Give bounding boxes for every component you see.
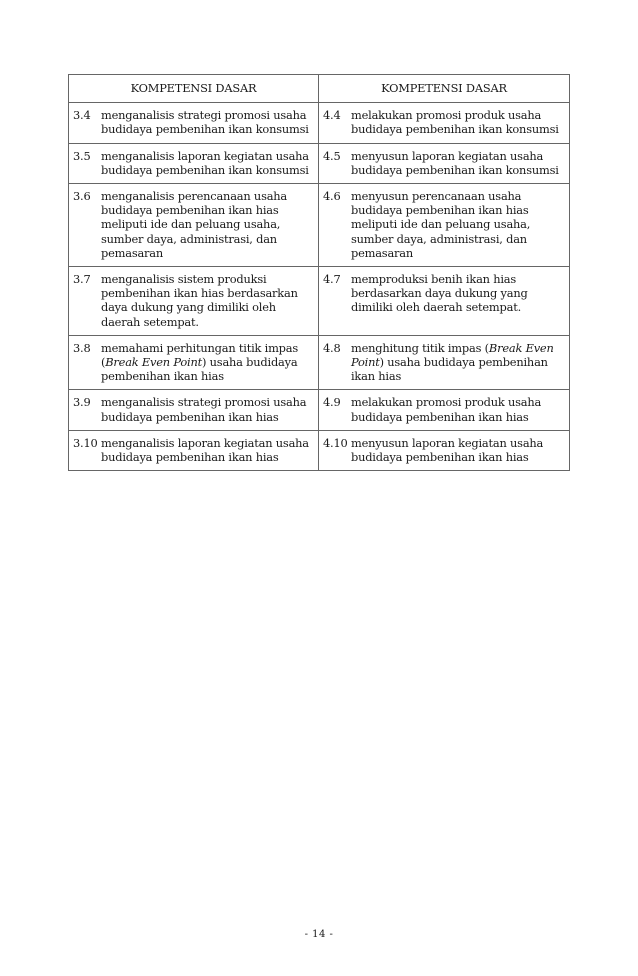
kd-pengetahuan-cell	[69, 267, 319, 336]
table-row	[69, 390, 570, 430]
page-number: - 14 -	[304, 929, 334, 940]
text-segment: menghitung titik impas (	[350, 340, 489, 355]
competency-number: 3.10	[73, 435, 98, 450]
header-row	[69, 75, 570, 103]
kd-pengetahuan-cell	[69, 335, 319, 390]
competency-number: 3.8	[73, 340, 91, 355]
kd-keterampilan-cell	[318, 103, 569, 143]
header-kompetensi-dasar-left: KOMPETENSI DASAR	[69, 75, 319, 103]
competency-number: 4.7	[322, 272, 341, 287]
competency-number: 3.6	[73, 189, 91, 204]
text-segment: menganalisis strategi promosi usaha budidaya pembenihan ikan hias	[101, 395, 307, 424]
competency-number: 4.9	[322, 395, 341, 410]
header-kompetensi-dasar-right: KOMPETENSI DASAR	[318, 75, 569, 103]
text-segment: memahami perhitungan titik impas (	[101, 340, 299, 370]
competency-text	[101, 272, 314, 329]
competency-item	[323, 395, 565, 423]
kd-keterampilan-cell	[318, 143, 569, 183]
text-segment: ) usaha budidaya pembenihan ikan hias	[101, 355, 298, 384]
competency-number: 3.5	[73, 148, 91, 163]
kd-keterampilan-cell	[318, 335, 569, 390]
competency-item	[323, 436, 565, 464]
competency-number: 4.4	[322, 108, 341, 123]
kd-keterampilan-cell	[318, 390, 569, 430]
kd-pengetahuan-cell	[69, 430, 319, 470]
text-segment: menyusun laporan kegiatan usaha budidaya pembenihan ikan konsumsi	[350, 148, 559, 177]
text-segment: ) usaha budidaya pembenihan ikan hias	[350, 355, 548, 384]
text-segment: menyusun perencanaan usaha budidaya pembenihan ikan hias meliputi ide dan peluang usaha, sumber daya, administrasi, dan pemasaran	[350, 189, 531, 260]
competency-item	[323, 189, 565, 260]
text-segment: menyusun laporan kegiatan usaha budidaya pembenihan ikan hias	[350, 435, 544, 465]
competency-text	[351, 341, 565, 384]
competency-number: 4.5	[322, 148, 341, 163]
competency-item	[73, 189, 314, 260]
competency-number: 4.8	[322, 340, 341, 355]
kd-pengetahuan-cell	[69, 184, 319, 267]
competency-text	[101, 189, 314, 260]
competency-number: 3.9	[73, 395, 91, 410]
italic-term: Break Even Point	[105, 355, 202, 370]
kd-pengetahuan-cell	[69, 143, 319, 183]
competency-item	[323, 149, 565, 177]
text-segment: melakukan promosi produk usaha budidaya pembenihan ikan konsumsi	[350, 108, 559, 137]
table-row	[69, 184, 570, 267]
kompetensi-table	[68, 74, 570, 471]
competency-text	[101, 108, 314, 136]
competency-item	[323, 108, 565, 136]
competency-text	[351, 149, 565, 177]
text-segment: memproduksi benih ikan hias berdasarkan daya dukung yang dimiliki oleh daerah setempat.	[350, 272, 528, 315]
competency-text	[101, 341, 314, 384]
competency-item	[73, 436, 314, 464]
competency-text	[351, 395, 565, 423]
competency-item	[73, 341, 314, 384]
text-segment: menganalisis perencanaan usaha budidaya pembenihan ikan hias meliputi ide dan peluang usaha, sumber daya, administrasi, dan pemasaran	[101, 189, 288, 260]
competency-text	[351, 272, 565, 315]
competency-item	[73, 108, 314, 136]
competency-item	[323, 341, 565, 384]
competency-number: 4.6	[322, 189, 341, 204]
competency-text	[351, 108, 565, 136]
competency-number: 3.4	[73, 108, 91, 123]
kd-pengetahuan-cell	[69, 103, 319, 143]
competency-number: 3.7	[73, 272, 91, 287]
competency-item	[323, 272, 565, 315]
table-row	[69, 143, 570, 183]
text-segment: menganalisis laporan kegiatan usaha budidaya pembenihan ikan hias	[101, 435, 309, 465]
competency-text	[351, 436, 565, 464]
competency-item	[73, 149, 314, 177]
table-body	[69, 103, 570, 471]
italic-term: Break Even Point	[350, 340, 554, 370]
competency-item	[73, 272, 314, 329]
text-segment: melakukan promosi produk usaha budidaya pembenihan ikan hias	[350, 395, 542, 424]
kd-keterampilan-cell	[318, 184, 569, 267]
kd-keterampilan-cell	[318, 430, 569, 470]
competency-text	[351, 189, 565, 260]
text-segment: menganalisis sistem produksi pembenihan ikan hias berdasarkan daya dukung yang dimiliki oleh daerah setempat.	[101, 272, 298, 329]
competency-text	[101, 395, 314, 423]
kd-keterampilan-cell	[318, 267, 569, 336]
competency-text	[101, 436, 314, 464]
competency-number: 4.10	[322, 435, 348, 450]
table-row	[69, 267, 570, 336]
table-row	[69, 103, 570, 143]
text-segment: menganalisis strategi promosi usaha budidaya pembenihan ikan konsumsi	[101, 108, 309, 137]
competency-text	[101, 149, 314, 177]
table-row	[69, 335, 570, 390]
kd-pengetahuan-cell	[69, 390, 319, 430]
text-segment: menganalisis laporan kegiatan usaha budidaya pembenihan ikan konsumsi	[101, 148, 309, 177]
table-header	[69, 75, 570, 103]
competency-item	[73, 395, 314, 423]
table-row	[69, 430, 570, 470]
